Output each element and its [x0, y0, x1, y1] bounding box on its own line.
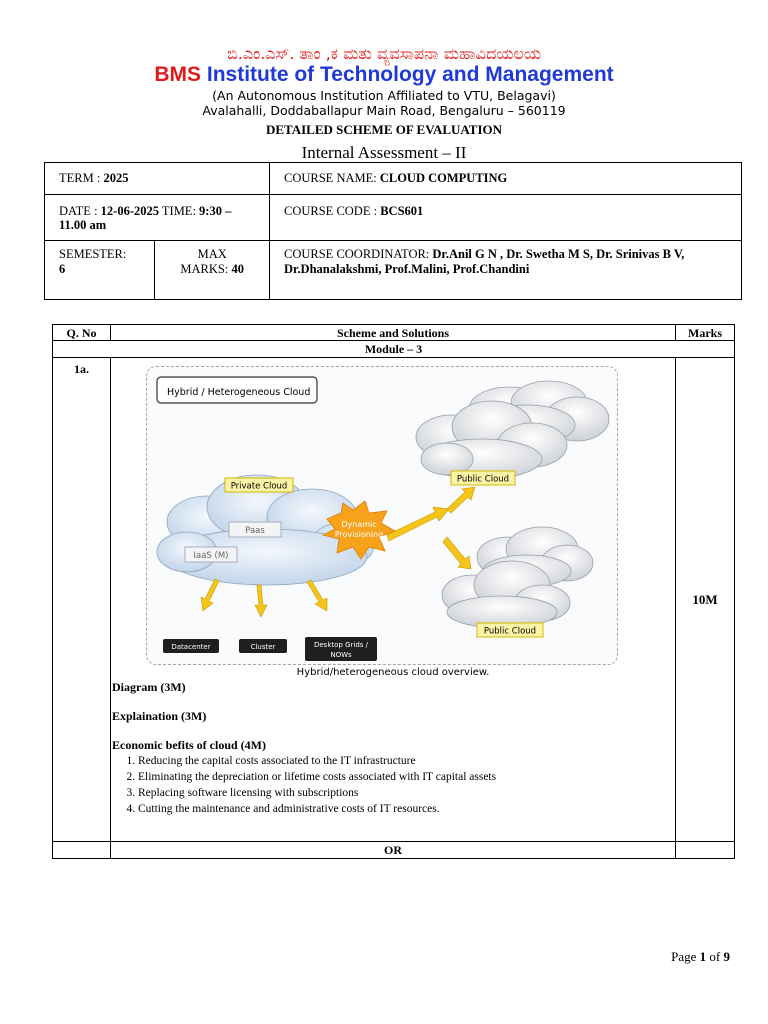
page-footer [671, 949, 730, 965]
hybrid-cloud-figure [146, 366, 618, 665]
institute-name [0, 63, 768, 87]
col-header-marks: Marks [676, 325, 735, 341]
marks-label: MARKS: [180, 262, 232, 276]
or-row-qno [53, 842, 111, 859]
term-value: 2025 [103, 171, 129, 185]
public-cloud-label-1: Public Cloud [456, 474, 510, 485]
course-name-label: COURSE NAME: [284, 171, 380, 185]
address: Avalahalli, Doddaballapur Main Road, Bengaluru – 560119 [202, 103, 566, 118]
coordinator-cell [270, 241, 742, 300]
dynamic-label-2: Provisioning [334, 530, 384, 539]
or-row: OR [111, 842, 676, 859]
scheme-table [52, 324, 735, 859]
col-header-qno: Q. No [53, 325, 111, 341]
paas-label: Paas [245, 526, 265, 536]
module-row: Module – 3 [53, 341, 735, 358]
semester-value: 6 [59, 262, 66, 276]
affiliation: (An Autonomous Institution Affiliated to VTU, Belagavi) [212, 88, 556, 103]
private-cloud-label: Private Cloud [230, 481, 288, 492]
course-code-value: BCS601 [380, 204, 424, 218]
institute-prefix: BMS [154, 63, 202, 86]
hybrid-cloud-diagram [147, 367, 617, 664]
page-number: 1 [699, 949, 707, 964]
time-value: 9:30 – 11.00 am [59, 204, 232, 232]
kannada-institute-title: ಬಿ.ಎಂ.ಎಸ್. ತಾಂ ,ಕ ಮತು ವ್ಯವಸಾಪನಾ ಮಹಾವಿದಯಲಯ [227, 44, 541, 63]
figure-title: Hybrid / Heterogeneous Cloud [167, 387, 311, 398]
max-marks-cell [155, 241, 270, 300]
answer-cell [111, 358, 676, 842]
col-header-scheme: Scheme and Solutions [111, 325, 676, 341]
list-item: 2. Eliminating the depreciation or lifetime costs associated with IT capital assets [138, 769, 675, 785]
dynamic-label-1: Dynamic [341, 520, 377, 529]
grids-label-2: NOWs [330, 651, 352, 659]
explanation-marks: Explaination (3M) [112, 709, 207, 723]
semester-label: SEMESTER: [59, 247, 127, 261]
max-label: MAX [197, 247, 227, 261]
list-item: 4. Cutting the maintenance and administrative costs of IT resources. [138, 801, 675, 817]
term-cell [45, 163, 270, 195]
scheme-title: DETAILED SCHEME OF EVALUATION [265, 122, 503, 137]
figure-caption: Hybrid/heterogeneous cloud overview. [296, 667, 490, 678]
total-pages: 9 [723, 949, 730, 964]
semester-cell [45, 241, 155, 300]
question-number [53, 358, 111, 842]
marks-value: 40 [231, 262, 244, 276]
economic-benefits-title: Economic befits of cloud (4M) [112, 738, 266, 752]
exam-info-table [44, 162, 742, 300]
page-label: Page [671, 949, 700, 964]
date-cell [45, 195, 270, 241]
course-code-cell [270, 195, 742, 241]
marks-cell: 10M [676, 358, 735, 842]
datacenter-label: Datacenter [171, 643, 211, 651]
of-label: of [706, 949, 724, 964]
institute-name-text: Institute of Technology and Management [206, 63, 614, 86]
coordinator-value: Dr.Anil G N , Dr. Swetha M S, Dr. Srinivas B V, Dr.Dhanalakshmi, Prof.Malini, Prof.Chandini [284, 247, 685, 276]
list-item: 1. Reducing the capital costs associated to the IT infrastructure [138, 753, 675, 769]
list-item: 3. Replacing software licensing with subscriptions [138, 785, 675, 801]
cluster-label: Cluster [250, 643, 276, 651]
coordinator-label: COURSE COORDINATOR: [284, 247, 433, 261]
diagram-marks: Diagram (3M) [112, 680, 186, 694]
course-code-label: COURSE CODE : [284, 204, 381, 218]
assessment-title: Internal Assessment – II [301, 143, 467, 162]
date-label: DATE : [59, 204, 101, 218]
course-name-cell [270, 163, 742, 195]
iaas-label: IaaS (M) [193, 551, 229, 561]
or-row-marks [676, 842, 735, 859]
grids-label-1: Desktop Grids / [313, 641, 369, 649]
term-label: TERM : [59, 171, 104, 185]
course-name-value: CLOUD COMPUTING [379, 171, 508, 185]
economic-benefits-list [112, 753, 675, 817]
public-cloud-label-2: Public Cloud [483, 626, 537, 637]
time-label: TIME: [159, 204, 200, 218]
question-number-text: 1a. [74, 362, 89, 376]
date-value: 12-06-2025 [100, 204, 159, 218]
provisioning-arrows [387, 487, 475, 569]
